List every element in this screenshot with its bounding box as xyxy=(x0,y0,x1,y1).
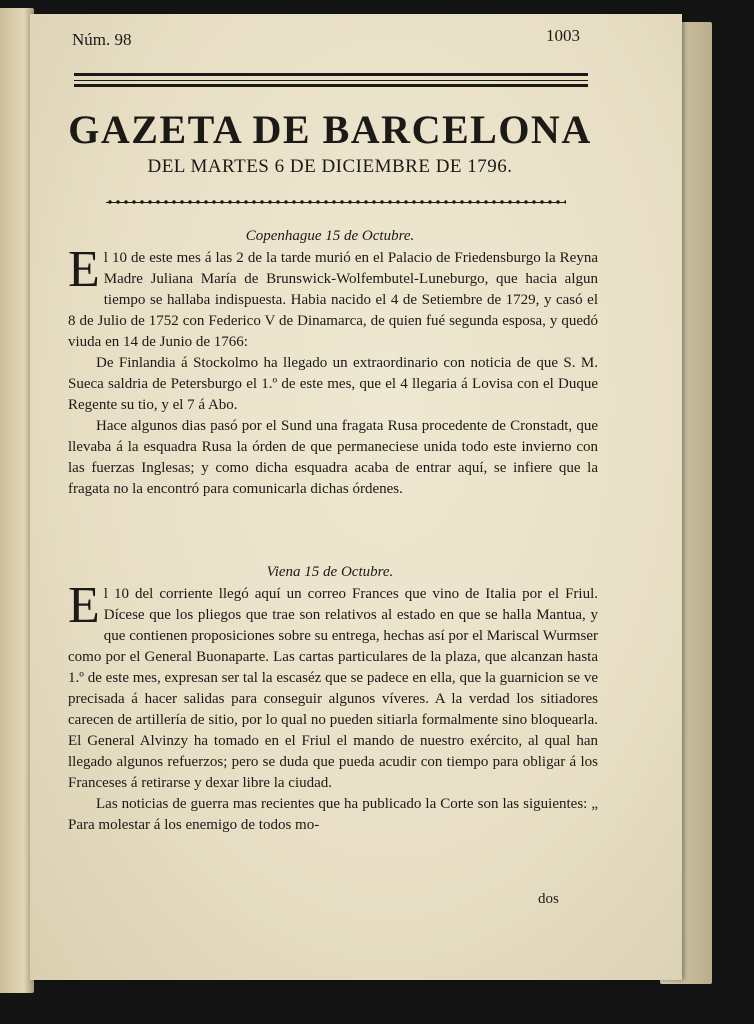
masthead-rule xyxy=(74,73,588,87)
article-dateline-viena: Viena 15 de Octubre. xyxy=(266,564,394,580)
paragraph: De Finlandia á Stockolmo ha llegado un extraordinario con noticia de que S. M. Sueca saldria de Petersburgo el 1.º de este mes, que el 4 llegaria á Lovisa con el Duque Regente su tio, y el 7 á Abo. xyxy=(68,355,598,413)
drop-cap: E xyxy=(68,241,100,298)
paragraph: Las noticias de guerra mas recientes que ha publicado la Corte son las siguientes: „ Para molestar á los enemigo de todos mo- xyxy=(68,796,598,833)
article-viena xyxy=(68,577,598,836)
issue-number: Núm. 98 xyxy=(72,30,132,49)
paragraph: l 10 de este mes á las 2 de la tarde murió en el Palacio de Friedensburgo la Reyna Madre Juliana María de Brunswick-Wolfembutel-Luneburgo, que hacia algun tiempo se hallaba indispuesta. Habia nacido el 4 de Setiembre de 1729, y casó el 8 de Julio de 1752 con Federico V de Dinamarca, de quien fué segunda esposa, y quedó viuda en 14 de Junio de 1766: xyxy=(68,250,598,350)
article-dateline-copenhague: Copenhague 15 de Octubre. xyxy=(245,228,415,244)
masthead-date: DEL MARTES 6 DE DICIEMBRE DE 1796. xyxy=(147,156,513,177)
masthead-title: GAZETA DE BARCELONA xyxy=(68,107,592,152)
drop-cap: E xyxy=(68,577,100,634)
paragraph: l 10 del corriente llegó aquí un correo Frances que vino de Italia por el Friul. Dícese que los pliegos que trae son relativos al estado en que se halla Mantua, y que contienen proposiciones sobre su entrega, hechas así por el Mariscal Wurmser como por el General Buonaparte. Las cartas particulares de la plaza, que alcanzan hasta 1.º de este mes, expresan ser tal la escaséz que se padece en ella, que la guarnicion se ve precisada á hacer salidas para conseguir algunos víveres. A la verdad los sitiadores carecen de artillería de sitio, por lo qual no pueden sitiarla formalmente sino bloquearla. El General Alvinzy ha tomado en el Friul el mando de nuestro exército, al qual han llegado algunos refuerzos; pero se duda que pueda acudir con tiempo para obligar á los Franceses á retirarse y dexar libre la ciudad. xyxy=(68,586,598,791)
paragraph: Hace algunos dias pasó por el Sund una fragata Rusa procedente de Cronstadt, que llevaba á la esquadra Rusa la órden de que permaneciese unida todo este invierno con las fuerzas Inglesas; y como dicha esquadra acaba de entrar aquí, se infiere que la fragata no la encontró para comunicarla dichas órdenes. xyxy=(68,418,598,497)
facing-page-edge xyxy=(0,8,34,993)
ornamental-divider xyxy=(106,197,566,207)
page-number: 1003 xyxy=(546,26,580,45)
newspaper-page xyxy=(30,14,682,980)
article-copenhague xyxy=(68,241,598,500)
catchword: dos xyxy=(538,891,559,907)
